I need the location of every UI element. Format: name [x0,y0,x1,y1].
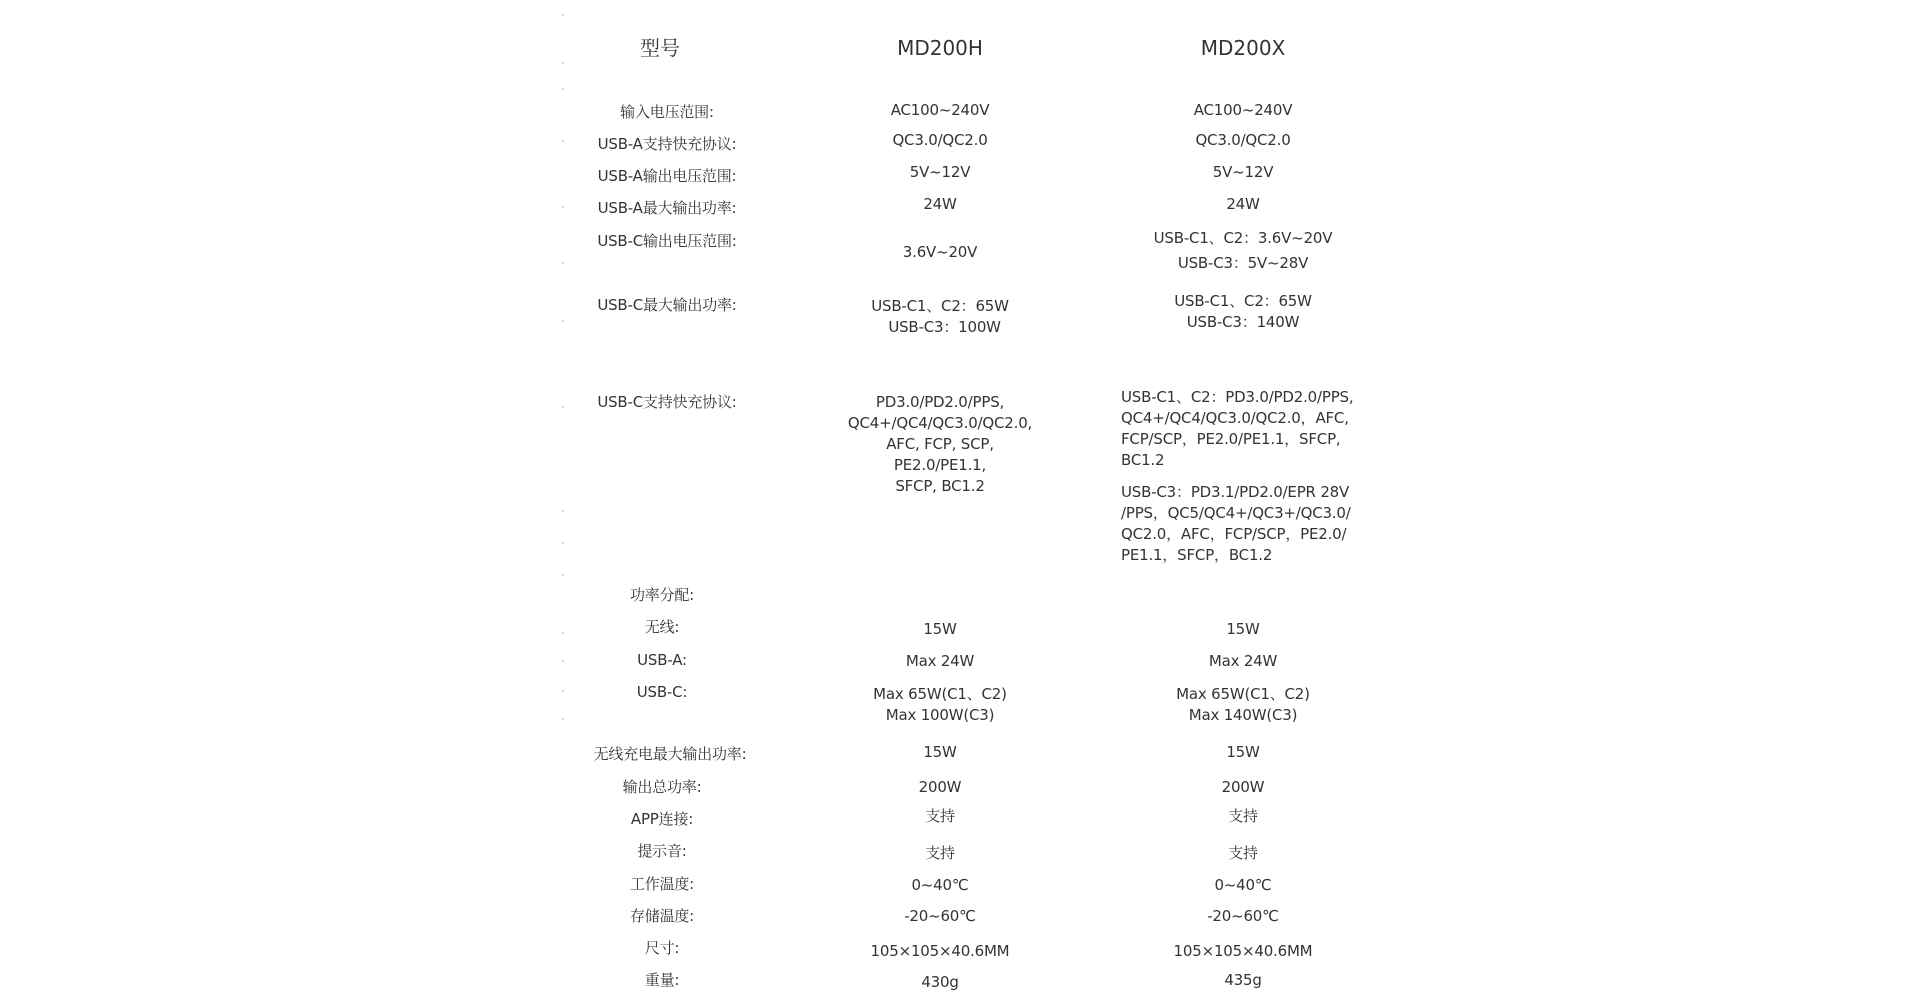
row-label: USB-C最大输出功率: [597,296,737,314]
row-value-a: 0~40℃ [911,876,969,894]
row-value-a: Max 24W [905,652,975,670]
row-label: 输入电压范围: [620,103,714,121]
row-value-a: 24W [923,195,957,213]
row-value-b: 15W [1226,620,1260,638]
row-label: USB-A支持快充协议: [597,135,737,153]
edge-dot [562,542,564,544]
header-model-a: MD200H [897,36,983,60]
row-label: USB-A输出电压范围: [597,167,737,185]
row-label: 输出总功率: [622,778,702,796]
row-label: APP连接: [630,810,694,828]
row-value-b: 105×105×40.6MM [1173,942,1313,960]
header-model-b: MD200X [1200,36,1286,60]
row-value-b: Max 24W [1208,652,1278,670]
row-value-b: AC100~240V [1193,101,1293,119]
row-label: USB-C: [636,683,688,701]
row-value-a: 支持 [925,807,955,825]
row-value-a: 15W [923,620,957,638]
edge-dot [562,406,564,408]
row-value-a: AC100~240V [890,101,990,119]
row-value-b: 0~40℃ [1214,876,1272,894]
edge-dot [562,632,564,634]
row-label: 工作温度: [629,875,695,893]
row-label: 提示音: [637,842,687,860]
header-label: 型号 [640,36,680,60]
row-value-a: 430g [921,973,959,991]
row-value-a: 15W [923,743,957,761]
row-label: 存储温度: [629,907,695,925]
row-value-b: 24W [1226,195,1260,213]
row-value-b: 15W [1226,743,1260,761]
edge-dot [562,140,564,142]
row-label: 无线充电最大输出功率: [593,745,747,763]
row-value-a: QC3.0/QC2.0 [892,131,988,149]
edge-dot [562,690,564,692]
edge-dot [562,718,564,720]
row-value-b: -20~60℃ [1207,907,1279,925]
row-value-a: 200W [918,778,962,796]
row-label: USB-A最大输出功率: [597,199,737,217]
row-value-b: 5V~12V [1212,163,1274,181]
row-label: USB-C输出电压范围: [597,232,737,250]
row-value-a: USB-C1、C2：65W USB-C3：100W [871,297,1009,336]
row-value-a: -20~60℃ [904,907,976,925]
edge-dot [562,62,564,64]
edge-dot [562,14,564,16]
row-label: 尺寸: [644,939,680,957]
edge-dot [562,262,564,264]
row-label: 无线: [644,618,680,636]
edge-dot [562,88,564,90]
row-value-b-c3: USB-C3：PD3.1/PD2.0/EPR 28V /PPS，QC5/QC4+/QC3+/QC3.0/ QC2.0，AFC，FCP/SCP，PE2.0/ PE1.1，SFCP，BC1.2 [1121,483,1351,564]
row-value-a: Max 65W(C1、C2) Max 100W(C3) [873,685,1007,724]
row-value-b: 支持 [1228,807,1258,825]
row-value-a: 3.6V~20V [902,243,978,261]
row-value-b: USB-C1、C2：3.6V~20V USB-C3：5V~28V [1153,229,1333,272]
row-value-b: 支持 [1228,844,1258,862]
row-value-a: PD3.0/PD2.0/PPS, QC4+/QC4/QC3.0/QC2.0, AFC, FCP, SCP, PE2.0/PE1.1, SFCP, BC1.2 [847,393,1033,495]
row-value-b: 200W [1221,778,1265,796]
edge-dot [562,660,564,662]
row-value-a: 支持 [925,844,955,862]
row-value-a: 105×105×40.6MM [870,942,1010,960]
edge-dot [562,206,564,208]
row-value-b: 435g [1224,971,1262,989]
edge-dot [562,510,564,512]
row-label: 重量: [644,971,680,989]
row-value-b-c1c2: USB-C1、C2：PD3.0/PD2.0/PPS, QC4+/QC4/QC3.0/QC2.0，AFC, FCP/SCP，PE2.0/PE1.1，SFCP, BC1.2 [1121,388,1354,469]
edge-dot [562,320,564,322]
row-label: USB-A: [637,651,687,669]
row-value-b: USB-C1、C2：65W USB-C3：140W [1174,292,1312,331]
row-value-b: QC3.0/QC2.0 [1195,131,1291,149]
row-value-b: Max 65W(C1、C2) Max 140W(C3) [1176,685,1310,724]
edge-dot [562,574,564,576]
row-value-a: 5V~12V [909,163,971,181]
row-label: 功率分配: [629,586,695,604]
row-label: USB-C支持快充协议: [597,393,737,411]
